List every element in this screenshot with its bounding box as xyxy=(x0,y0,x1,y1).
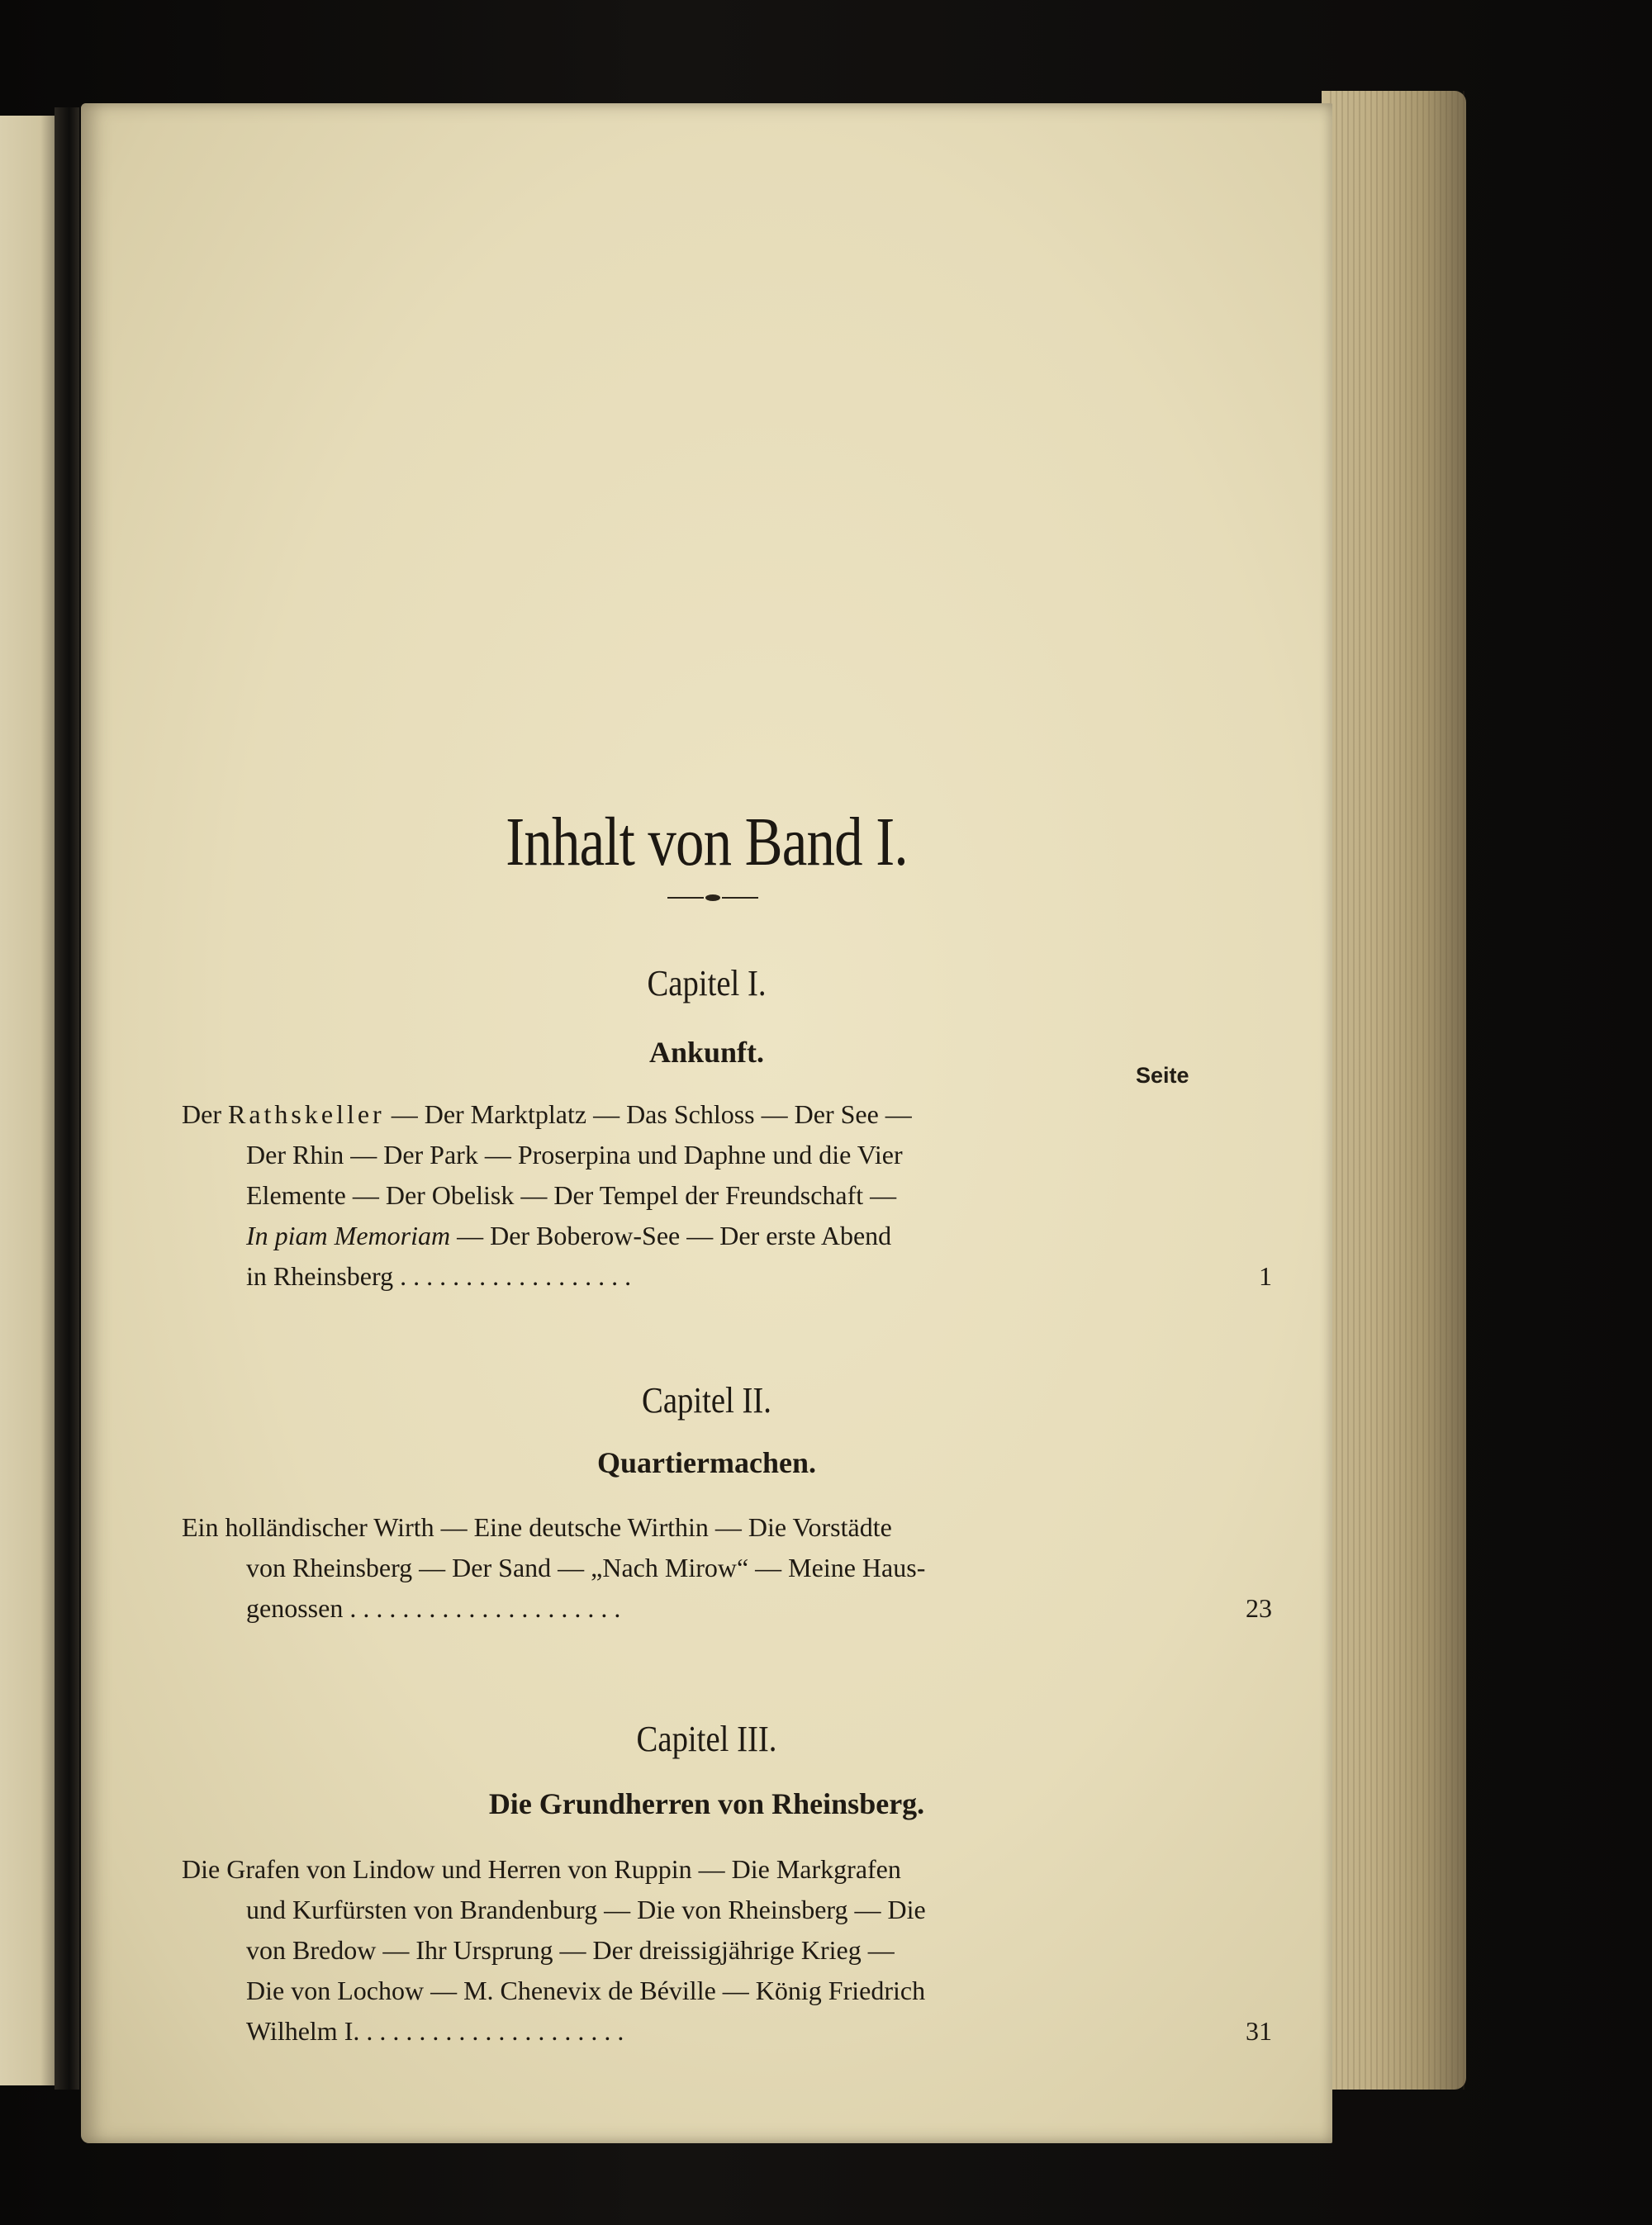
entry-word: Der xyxy=(182,1099,221,1129)
page-number: 31 xyxy=(1246,2016,1272,2046)
toc-entry-line: Die von Lochow — M. Chenevix de Béville — König Friedrich xyxy=(246,1976,926,2005)
page-column-label: Seite xyxy=(1136,1063,1189,1088)
toc-entry-line xyxy=(182,1094,1199,1135)
page-number: 1 xyxy=(1259,1261,1272,1291)
chapter-heading: Capitel III. xyxy=(636,1719,777,1759)
entry-spaced-word: Rathskeller xyxy=(227,1099,385,1129)
entry-text: genossen . . . . . . . . . . . . . . . . . . . . . xyxy=(246,1593,621,1623)
toc-entry-line xyxy=(182,2011,1272,2052)
toc-entry xyxy=(182,1849,1272,2052)
toc-entry-line: und Kurfürsten von Brandenburg — Die von Rheinsberg — Die xyxy=(246,1895,926,1924)
toc-entry-line xyxy=(182,1256,1272,1297)
ornament-rule-left xyxy=(667,897,704,899)
chapter-heading: Capitel I. xyxy=(647,963,767,1003)
chapter-heading: Capitel II. xyxy=(642,1380,771,1421)
page-number: 23 xyxy=(1246,1593,1272,1623)
toc-entry-line: von Rheinsberg — Der Sand — „Nach Mirow“ — Meine Haus- xyxy=(246,1553,926,1582)
toc-entry xyxy=(182,1507,1272,1629)
entry-text: — Der Marktplatz — Das Schloss — Der See — xyxy=(384,1099,912,1129)
entry-text: Wilhelm I. . . . . . . . . . . . . . . . . . . . . xyxy=(246,2016,624,2046)
chapter-subheading: Ankunft. xyxy=(648,1036,765,1069)
chapter-subheading: Quartiermachen. xyxy=(597,1446,816,1479)
toc-entry-line xyxy=(182,1588,1272,1629)
book-fore-edge xyxy=(1322,91,1466,2090)
title-ornament xyxy=(667,894,758,901)
entry-italic-text: In piam Memoriam xyxy=(246,1221,451,1250)
toc-entry xyxy=(182,1094,1272,1297)
toc-entry-line: Der Rhin — Der Park — Proserpina und Daphne und die Vier xyxy=(246,1140,903,1169)
toc-entry-line: Die Grafen von Lindow und Herren von Ruppin — Die Markgrafen xyxy=(182,1854,901,1884)
toc-entry-line xyxy=(182,1216,1199,1256)
book-gutter xyxy=(55,107,79,2090)
entry-text: — Der Boberow-See — Der erste Abend xyxy=(450,1221,892,1250)
toc-entry-line: von Bredow — Ihr Ursprung — Der dreissigjährige Krieg — xyxy=(246,1935,895,1965)
ornament-rule-right xyxy=(722,897,758,899)
entry-text: in Rheinsberg . . . . . . . . . . . . . . . . . . xyxy=(246,1261,632,1291)
ornament-center xyxy=(705,894,720,901)
page-content xyxy=(81,103,1332,2143)
toc-entry-line: Elemente — Der Obelisk — Der Tempel der Freundschaft — xyxy=(246,1180,897,1210)
page-title: Inhalt von Band I. xyxy=(506,804,908,881)
chapter-subheading: Die Grundherren von Rheinsberg. xyxy=(488,1787,925,1820)
book-page xyxy=(81,103,1332,2143)
facing-page-edge xyxy=(0,116,58,2085)
toc-entry-line: Ein holländischer Wirth — Eine deutsche Wirthin — Die Vorstädte xyxy=(182,1512,892,1542)
